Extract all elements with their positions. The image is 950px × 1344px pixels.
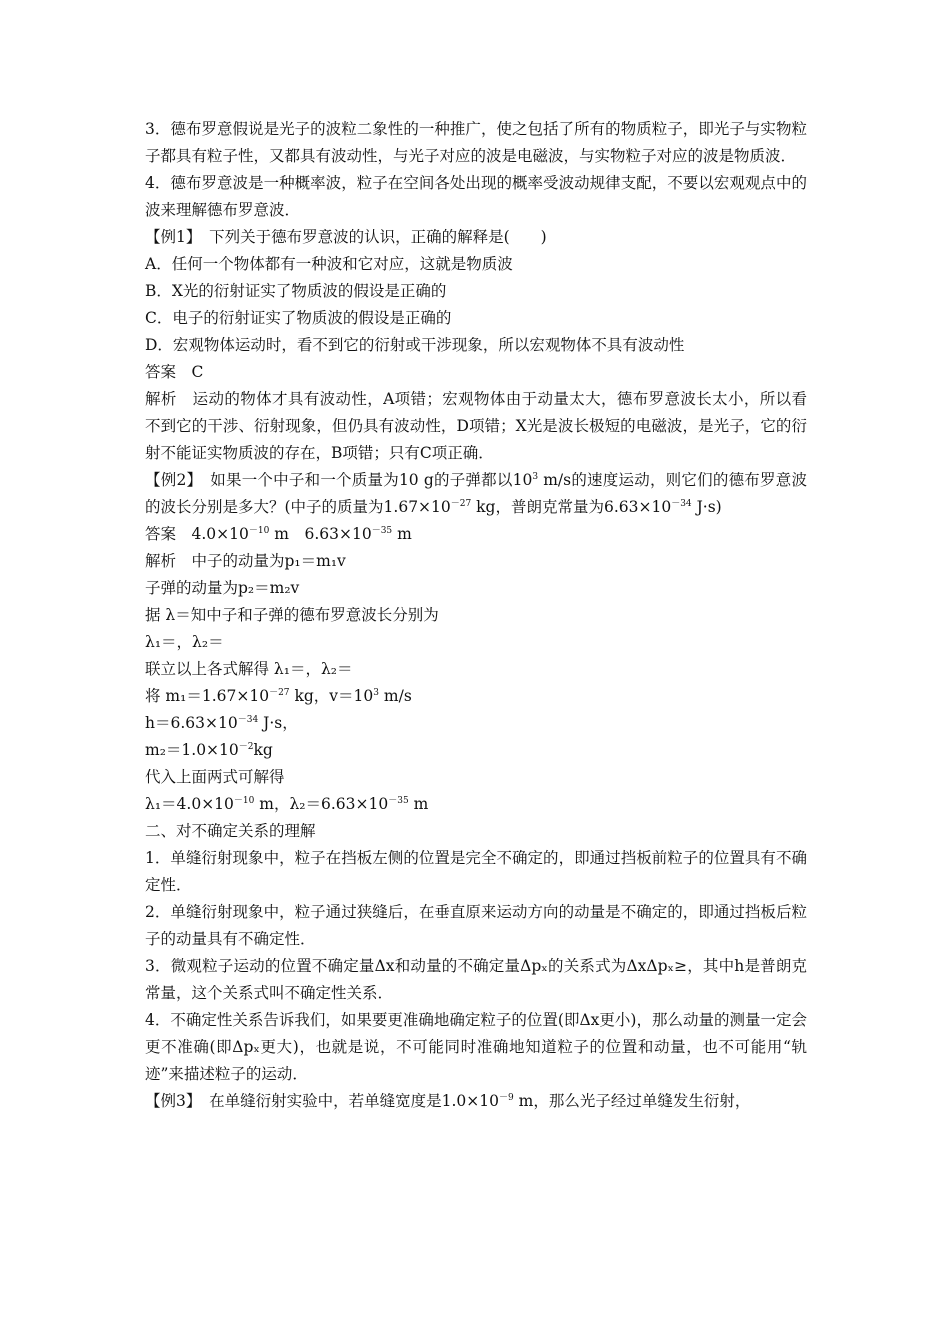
- example-1-option-d: D．宏观物体运动时，看不到它的衍射或干涉现象，所以宏观物体不具有波动性: [145, 336, 685, 354]
- text: 将 m₁＝1.67×10: [145, 687, 270, 705]
- text: λ₁＝4.0×10: [145, 795, 234, 813]
- uncertainty-point-2: 2．单缝衍射现象中，粒子通过狭缝后，在垂直原来运动方向的动量是不确定的，即通过挡板后粒子的动量具有不确定性．: [145, 903, 807, 948]
- example-2-step-7: [145, 710, 807, 737]
- exponent: －2: [238, 742, 254, 752]
- text: m 6.63×10: [269, 525, 372, 543]
- exponent: －10: [233, 796, 255, 806]
- example-2-step-3: 据 λ＝知中子和子弹的德布罗意波长分别为: [145, 606, 439, 624]
- text: m: [408, 795, 429, 813]
- exponent: －34: [671, 499, 692, 509]
- example-2-step-4: λ₁＝，λ₂＝: [145, 633, 224, 651]
- example-2-answer: [145, 521, 807, 548]
- paragraph-3: 3．德布罗意假说是光子的波粒二象性的一种推广，使之包括了所有的物质粒子，即光子与实物粒子都具有粒子性，又都具有波动性，与光子对应的波是电磁波，与实物粒子对应的波是物质波．: [145, 120, 807, 165]
- exponent: 3: [373, 688, 379, 698]
- text: h＝6.63×10: [145, 714, 238, 732]
- text: m₂＝1.0×10: [145, 741, 239, 759]
- text: 答案 4.0×10: [145, 525, 249, 543]
- exponent: －27: [450, 499, 472, 509]
- example-2-step-5: 联立以上各式解得 λ₁＝，λ₂＝: [145, 660, 353, 678]
- exponent: －27: [269, 688, 290, 698]
- example-2-step-8: [145, 737, 807, 764]
- text: m，λ₂＝6.63×10: [254, 795, 389, 813]
- example-2-step-6: [145, 683, 807, 710]
- document-body: [145, 116, 807, 1115]
- exponent: －35: [388, 796, 409, 806]
- paragraph-4: 4．德布罗意波是一种概率波，粒子在空间各处出现的概率受波动规律支配，不要以宏观观点中的波来理解德布罗意波．: [145, 174, 807, 219]
- exponent: －34: [237, 715, 259, 725]
- text: m，那么光子经过单缝发生衍射，: [513, 1092, 751, 1110]
- text: m/s的速度运动，则它们的德布罗意波的波长分别是多大？(中子的质量为1.67×10: [145, 471, 807, 516]
- exponent: 3: [532, 472, 539, 482]
- section-heading-2: 二、对不确定关系的理解: [145, 822, 316, 840]
- example-1-option-b: B．X光的衍射证实了物质波的假设是正确的: [145, 282, 447, 300]
- example-2-step-10: [145, 791, 807, 818]
- example-2-step-2: 子弹的动量为p₂＝m₂v: [145, 579, 300, 597]
- text: kg: [253, 741, 273, 759]
- example-1-answer: 答案 C: [145, 363, 204, 381]
- example-2-step-1: 解析 中子的动量为p₁＝m₁v: [145, 552, 346, 570]
- example-1-explanation: 解析 运动的物体才具有波动性，A项错；宏观物体由于动量太大，德布罗意波长太小，所以看不到它的干涉、衍射现象，但仍具有波动性，D项错；X光是波长极短的电磁波，是光子，它的衍射不能证实物质波的存在，B项错；只有C项正确．: [145, 390, 807, 462]
- example-2-step-9: 代入上面两式可解得: [145, 768, 285, 786]
- text: kg，普朗克常量为6.63×10: [471, 498, 672, 516]
- exponent: －35: [371, 526, 393, 536]
- exponent: －9: [498, 1093, 514, 1103]
- uncertainty-point-4: 4．不确定性关系告诉我们，如果要更准确地确定粒子的位置(即Δx更小)，那么动量的测量一定会更不准确(即Δpₓ更大)，也就是说，不可能同时准确地知道粒子的位置和动量，也不可能用“轨迹”来描述粒子的运动．: [145, 1011, 807, 1083]
- text: J·s，: [258, 714, 298, 732]
- text: J·s): [691, 498, 722, 516]
- example-3-question: [145, 1088, 807, 1115]
- example-1-option-c: C．电子的衍射证实了物质波的假设是正确的: [145, 309, 452, 327]
- text: 【例2】 如果一个中子和一个质量为10 g的子弹都以10: [145, 471, 533, 489]
- example-1-option-a: A．任何一个物体都有一种波和它对应，这就是物质波: [145, 255, 513, 273]
- uncertainty-point-3: 3．微观粒子运动的位置不确定量Δx和动量的不确定量Δpₓ的关系式为ΔxΔpₓ≥，其中h是普朗克常量，这个关系式叫不确定性关系．: [145, 957, 807, 1002]
- example-1-question: 【例1】 下列关于德布罗意波的认识，正确的解释是( ): [145, 228, 547, 246]
- exponent: －10: [248, 526, 270, 536]
- uncertainty-point-1: 1．单缝衍射现象中，粒子在挡板左侧的位置是完全不确定的，即通过挡板前粒子的位置具有不确定性．: [145, 849, 807, 894]
- text: 【例3】 在单缝衍射实验中，若单缝宽度是1.0×10: [145, 1092, 499, 1110]
- text: m: [392, 525, 412, 543]
- text: m/s: [378, 687, 412, 705]
- example-2-question: [145, 467, 807, 521]
- text: kg，v＝10: [289, 687, 374, 705]
